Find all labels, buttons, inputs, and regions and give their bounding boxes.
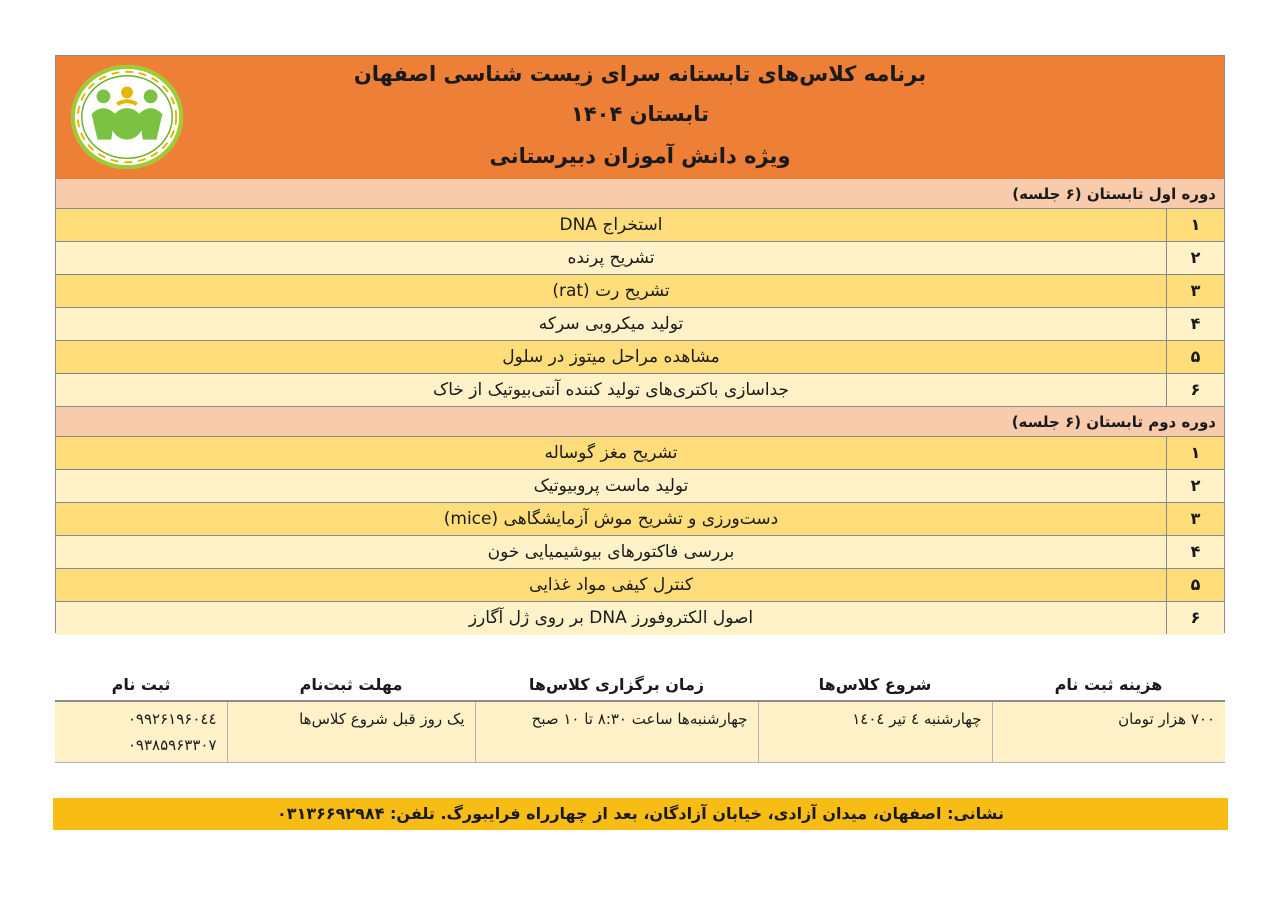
table-row xyxy=(56,503,1224,536)
deadline-value: یک روز قبل شروع کلاس‌ها xyxy=(227,701,475,763)
row-number: ۴ xyxy=(1166,308,1224,340)
class-title: جداسازی باکتری‌های تولید کننده آنتی‌بیوتیک از خاک xyxy=(432,380,790,400)
row-number: ۲ xyxy=(1166,242,1224,274)
season-title: تابستان ۱۴۰۴ xyxy=(571,102,709,126)
register-phones xyxy=(55,701,227,763)
row-number: ۶ xyxy=(1166,374,1224,406)
phone-number: ۰۹۳۸۵۹۶۳۳۰۷ xyxy=(127,736,217,754)
start-header: شروع کلاس‌ها xyxy=(758,668,992,701)
class-title: تشریح پرنده xyxy=(567,248,655,268)
table-row xyxy=(56,470,1224,503)
class-title: اصول الکتروفورز DNA بر روی ژل آگارز xyxy=(468,608,754,628)
class-title: تولید ماست پروبیوتیک xyxy=(533,476,689,496)
class-title: تولید میکروبی سرکه xyxy=(538,314,684,334)
schedule-table xyxy=(55,55,1225,633)
class-title: تشریح رت (rat) xyxy=(552,281,670,301)
table-row xyxy=(56,341,1224,374)
time-header: زمان برگزاری کلاس‌ها xyxy=(475,668,758,701)
table-row xyxy=(56,242,1224,275)
info-value-row xyxy=(55,701,1225,763)
time-value: چهارشنبه‌ها ساعت ۸:۳۰ تا ۱۰ صبح xyxy=(475,701,758,763)
period2-heading: دوره دوم تابستان (۶ جلسه) xyxy=(56,407,1224,437)
row-number: ۱ xyxy=(1166,437,1224,469)
class-title: کنترل کیفی مواد غذایی xyxy=(529,575,693,595)
start-value: چهارشنبه ٤ تیر ۱٤۰٤ xyxy=(758,701,992,763)
class-title: بررسی فاکتورهای بیوشیمیایی خون xyxy=(487,542,735,562)
class-title: مشاهده مراحل میتوز در سلول xyxy=(502,347,720,367)
row-number: ۶ xyxy=(1166,602,1224,634)
fee-header: هزینه ثبت نام xyxy=(992,668,1225,701)
class-title: تشریح مغز گوساله xyxy=(544,443,678,463)
table-row xyxy=(56,602,1224,635)
deadline-header: مهلت ثبت‌نام xyxy=(227,668,475,701)
registration-info-table xyxy=(55,668,1225,763)
period1-heading: دوره اول تابستان (۶ جلسه) xyxy=(56,179,1224,209)
phone-number: ۰۹۹۲۶۱۹۶۰٤٤ xyxy=(127,710,217,728)
fee-value: ۷۰۰ هزار تومان xyxy=(992,701,1225,763)
row-number: ۵ xyxy=(1166,341,1224,373)
row-number: ۱ xyxy=(1166,209,1224,241)
row-number: ۵ xyxy=(1166,569,1224,601)
page-title: برنامه کلاس‌های تابستانه سرای زیست شناسی اصفهان xyxy=(353,62,927,86)
table-row xyxy=(56,569,1224,602)
audience-title: ویژه دانش آموزان دبیرستانی xyxy=(489,144,791,168)
table-row xyxy=(56,374,1224,407)
row-number: ۴ xyxy=(1166,536,1224,568)
register-header: ثبت نام xyxy=(55,668,227,701)
table-row xyxy=(56,275,1224,308)
row-number: ۳ xyxy=(1166,503,1224,535)
table-row xyxy=(56,536,1224,569)
row-number: ۲ xyxy=(1166,470,1224,502)
table-row xyxy=(56,209,1224,242)
class-title: دست‌ورزی و تشریح موش آزمایشگاهی (mice) xyxy=(443,509,779,529)
header-banner xyxy=(56,56,1224,180)
row-number: ۳ xyxy=(1166,275,1224,307)
table-row xyxy=(56,308,1224,341)
table-row xyxy=(56,437,1224,470)
info-header-row xyxy=(55,668,1225,701)
class-title: استخراج DNA xyxy=(559,215,663,235)
address-bar: نشانی: اصفهان، میدان آزادی، خیابان آزادگان، بعد از چهارراه فرایبورگ. تلفن: ۰۳۱۳۶۶۹۲۹۸۴ xyxy=(53,798,1228,830)
